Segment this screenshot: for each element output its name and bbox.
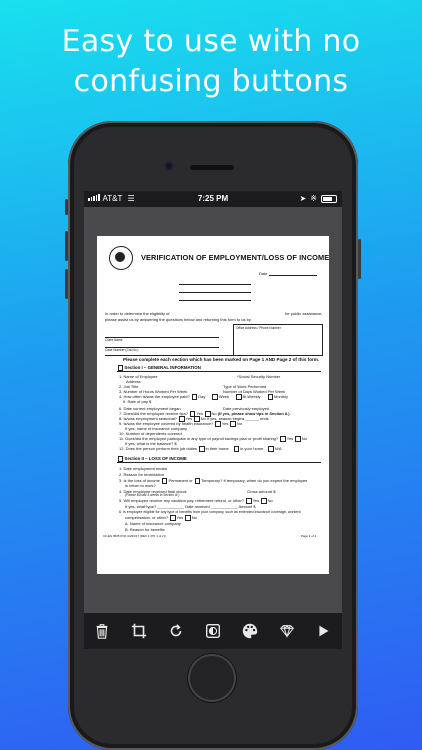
address-line [179, 292, 251, 293]
s2-type: If yes, what type? ____________ Date received ____________ Amount $ [125, 504, 256, 509]
section1-title: Section I – GENERAL INFORMATION [124, 365, 201, 370]
ssn-label: *Social Security Number [237, 374, 281, 379]
earpiece-speaker [190, 165, 234, 170]
document-canvas[interactable] [84, 207, 342, 613]
intro-line-1: In order to determine the eligibility of [105, 311, 170, 316]
s2-item-3: 3. Is the loss of income Permanent or Temporary? If temporary, when do you expect the employee [119, 478, 308, 483]
carrier-name: AT&T [102, 194, 123, 203]
s1-item-3: 3. Number of Hours Worked Per Week [119, 389, 188, 394]
s2-return: is return to work? [125, 483, 156, 488]
s1-item-12: 12. Does the person perform their job duties in their home in your home N/A [119, 446, 282, 451]
battery-icon [321, 195, 337, 203]
section2-title: Section II – LOSS OF INCOME [124, 456, 187, 461]
s1-item-5: 5. Rate of pay $ [123, 399, 152, 404]
address-label: Address [126, 379, 141, 384]
s2-item-6: 6. Is employee eligible for any type of benefits from your company, such as extended insurance coverage, workers' [119, 510, 302, 514]
document-title: VERIFICATION OF EMPLOYMENT/LOSS OF INCOME [141, 253, 329, 262]
s1-insurance: If yes, name of insurance company [125, 426, 188, 431]
s1-item-9: 9. Is/was the employee covered by health insurance? Yes No [119, 421, 242, 426]
s2-item-2: 2. Reason for termination [119, 472, 164, 477]
agency-seal [109, 246, 133, 270]
s1-item-10: 10. Number of dependents covered [119, 431, 182, 436]
headline-line-1: Easy to use with no [61, 24, 361, 59]
work-type-label: Type of Work Performed [223, 384, 267, 389]
crop-icon[interactable] [128, 620, 150, 642]
s2-note: (Please list last 4 weeks in Section III.) [125, 493, 180, 497]
trash-icon[interactable] [91, 620, 113, 642]
address-line [179, 300, 251, 301]
days-worked-label: Number of Days Worked Per Week [223, 389, 286, 394]
status-bar [84, 191, 342, 207]
status-right [300, 194, 337, 203]
s1-item-11: 11. Does/did the employee participate in any type of payroll savings plan or profit sharing? Yes No [119, 436, 307, 441]
office-box-label: Office Address / Phone Number [236, 326, 281, 330]
contrast-icon[interactable] [202, 620, 224, 642]
s1-item-7: 7. Does/did the employee receive tips? Yes No (If yes, please show tips in Section II.) [119, 411, 290, 416]
intro-line-1-end: for public assistance, [285, 311, 323, 316]
phone-frame [68, 121, 358, 750]
s2-a: A. Name of insurance company [125, 521, 181, 526]
section1-checkbox[interactable] [118, 365, 123, 370]
address-line [179, 284, 251, 285]
phone-screen [84, 191, 342, 649]
status-time: 7:25 PM [197, 194, 229, 203]
s2-comp: compensation, or other? Yes No [125, 515, 197, 520]
section-rule [117, 462, 321, 463]
date-label: Date [259, 271, 268, 276]
prev-employed-label: Date previously employed [223, 406, 270, 411]
wifi-icon: ☰ [127, 194, 135, 203]
s1-item-8: 8. Is/was employment seasonal? Yes No If yes, season begins ______ ends [119, 416, 269, 421]
section1-header [117, 365, 201, 371]
play-icon[interactable] [312, 620, 334, 642]
headline [0, 22, 422, 102]
s1-item-4: 4. How often is/was the employee paid? Day Week Bi-Weekly Monthly [119, 394, 289, 399]
scanned-document[interactable] [97, 236, 329, 574]
volume-up-button [65, 231, 68, 261]
divider [105, 355, 321, 356]
intro-line-2: please assist us by answering the questions below and returning this form to us by [105, 317, 251, 322]
editor-toolbar [84, 613, 342, 649]
s2-item-1: 1. Date employment ended [119, 466, 168, 471]
instruction: Please complete each section which has been marked on Page 1 AND Page 2 of this form. [123, 357, 320, 362]
section-rule [117, 371, 321, 372]
s2-b: B. Reason for benefits [125, 527, 165, 532]
bluetooth-icon: ※ [310, 194, 317, 203]
volume-down-button [65, 269, 68, 299]
palette-icon[interactable] [239, 620, 261, 642]
footer-left: CF-ES 0505 POF 04/20/17 (REV 1 (PK 1 of 2)) [103, 534, 166, 538]
section2-checkbox[interactable] [118, 456, 123, 461]
case-number-label: Case Number (Cal-No.) [105, 348, 139, 352]
s2-item-5: 5. Will employee receive any vacation pay, retirement refund, or other? Yes No [119, 498, 273, 503]
s2-item-4: 4. Date employee received final check [119, 489, 187, 494]
s1-balance: If yes, what is the balance? $ [125, 441, 177, 446]
s1-item-6: 6. Date current employment began [119, 406, 181, 411]
date-line [269, 275, 317, 276]
client-name-label: Client Name [105, 338, 123, 342]
power-button [358, 239, 361, 279]
home-button[interactable] [188, 654, 236, 702]
rotate-icon[interactable] [165, 620, 187, 642]
mute-switch [65, 199, 68, 215]
gross-amount: Gross amount $ [247, 489, 276, 494]
s1-item-1: 1. Name of Employee [119, 374, 158, 379]
footer-right: Page 1 of 2 [301, 534, 317, 538]
location-icon: ➤ [299, 194, 307, 203]
gem-icon[interactable] [276, 620, 298, 642]
front-camera [164, 161, 174, 171]
s1-item-2: 2. Job Title [119, 384, 139, 389]
section2-header [117, 456, 187, 462]
headline-line-2: confusing buttons [73, 64, 349, 99]
